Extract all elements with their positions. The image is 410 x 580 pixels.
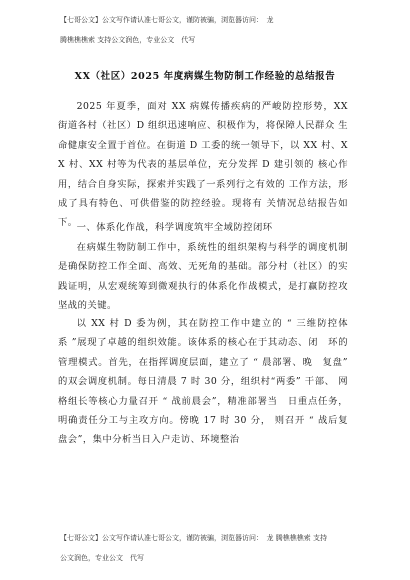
footer-watermark-note bbox=[60, 528, 360, 568]
header-note-line1: 【七哥公文】公文写作请认准七哥公文，谨防被骗，浏览器访问： 龙 bbox=[60, 16, 274, 24]
header-watermark-note bbox=[60, 10, 360, 50]
footer-note-line2: 公文润色，专业公文 代写 bbox=[60, 554, 144, 562]
document-title: XX（社区）2025 年度病媒生物防制工作经验的总结报告 bbox=[74, 71, 336, 82]
intro-paragraph: 2025 年夏季，面对 XX 病媒传播疾病的严峻防控形势，XX 街道各村（社区）D 组织迅速响应、积极作为，将保障人民群众 生命健康安全置于首位。在街道 D 工委的统一领导下，以 XX 村、XX 村、XX 村等为代表的基层单位，充分发挥 D 建引领的 核心作用，结合自身实际，探索并实践了一系列行之有效的 工作方法，形成了具有特色、可供借鉴的防控经验。现将有 关情况总结报告如下。 bbox=[58, 101, 348, 229]
footer-note-line1: 【七哥公文】公文写作请认准七哥公文，谨防被骗，浏览器访问： 龙 腾樵樵樵索 支持 bbox=[60, 534, 327, 542]
section1-paragraph-1: 在病媒生物防制工作中，系统性的组织架构与科学的调度机制是确保防控工作全面、高效、无死角的基础。部分村（社区）的实践证明，从宏观统筹到微观执行的体系化作战模式，是打赢防控攻坚战的关键。 bbox=[58, 242, 348, 312]
section1-paragraph-2: 以 XX 村 D 委为例，其在防控工作中建立的 “ 三维防控体 系 ”展现了卓越的组织效能。该体系的核心在于其动态、闭 环的管理模式。首先，在指挥调度层面，建立了 “ 晨部署、晚 复盘” 的双会调度机制。每日清晨 7 时 30 分，组织村“两委” 干部、 网格组长等核心力量召开 “ 战前晨会”，精准部署当 日重点任务， 明确责任分工与主攻方向。傍晚 17 时 30 分， 则召开 “ 战后复盘会”，集中分析当日入户走访、环境整治 bbox=[58, 318, 358, 446]
section-heading-1: 一、体系化作战，科学调度筑牢全域防控闭环 bbox=[76, 222, 273, 233]
header-note-line2: 腾樵樵樵索 支持公文润色，专业公文 代写 bbox=[60, 36, 196, 44]
